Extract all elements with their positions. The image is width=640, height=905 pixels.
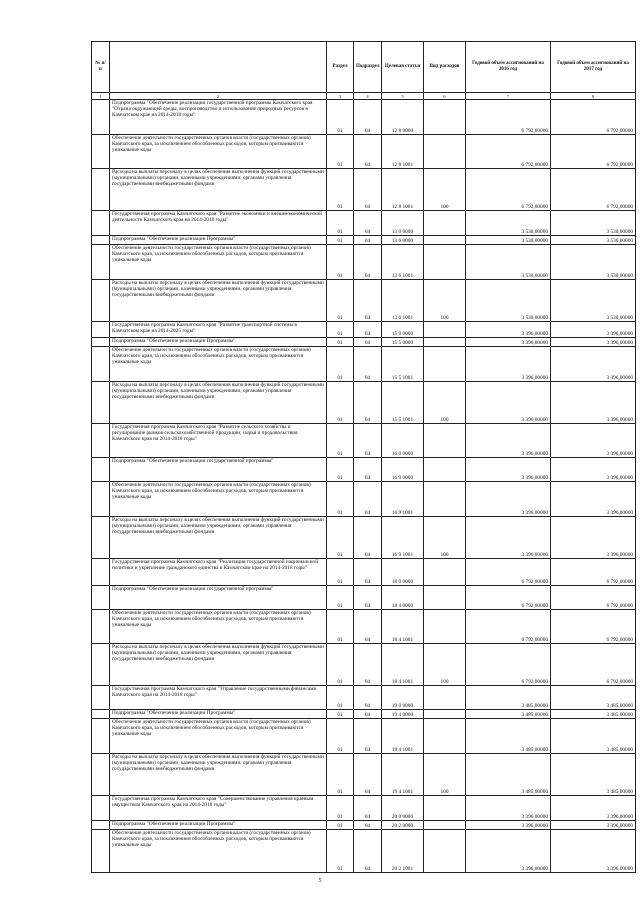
cell-y2016: 3 485,00000 — [466, 719, 551, 754]
cell-y2017: 3 396,00000 — [551, 796, 636, 821]
cell-podrazdel: 04 — [354, 382, 382, 424]
cell-vr — [424, 135, 466, 169]
cell-y2017: 6 792,00000 — [551, 135, 636, 169]
cell-num — [92, 482, 110, 517]
cell-razdel: 01 — [327, 482, 354, 517]
cell-cs: 19 4 1001 — [382, 719, 424, 754]
table-row — [92, 821, 636, 830]
cell-cs: 16 9 1001 — [382, 482, 424, 517]
cell-num — [92, 796, 110, 821]
cell-razdel: 01 — [327, 517, 354, 559]
cell-razdel: 01 — [327, 586, 354, 610]
cell-y2017: 3 396,00000 — [551, 424, 636, 458]
column-number: 3 — [327, 93, 354, 100]
cell-vr — [424, 482, 466, 517]
cell-vr — [424, 322, 466, 338]
table-row — [92, 424, 636, 458]
cell-name: Обеспечение деятельности государственных органов власти (государственных органов) Камчатского края, за исключением обособленных расходов, которым присваиваются уникальные коды — [110, 135, 327, 169]
cell-vr: 100 — [424, 644, 466, 686]
cell-cs: 16 0 0000 — [382, 424, 424, 458]
cell-num — [92, 830, 110, 873]
cell-vr — [424, 710, 466, 719]
header-razdel: Раздел — [327, 42, 354, 93]
cell-cs: 13 6 0000 — [382, 236, 424, 245]
cell-podrazdel: 04 — [354, 424, 382, 458]
cell-y2016: 3 530,00000 — [466, 236, 551, 245]
cell-num — [92, 382, 110, 424]
cell-vr — [424, 245, 466, 280]
cell-podrazdel: 04 — [354, 338, 382, 347]
header-num: № п/п — [92, 42, 110, 93]
cell-y2017: 3 396,00000 — [551, 347, 636, 382]
cell-name: Расходы на выплаты персоналу в целях обеспечения выполнения функций государственными (муниципальными) органами, казенными учреждениями, органами управления государственными внебюджетными фондами — [110, 382, 327, 424]
cell-razdel: 01 — [327, 424, 354, 458]
column-number: 1 — [92, 93, 110, 100]
cell-podrazdel: 04 — [354, 135, 382, 169]
cell-razdel: 01 — [327, 211, 354, 236]
cell-y2017: 6 792,00000 — [551, 559, 636, 586]
cell-podrazdel: 04 — [354, 610, 382, 644]
cell-name: Расходы на выплаты персоналу в целях обеспечения выполнения функций государственными (муниципальными) органами, казенными учреждениями, органами управления государственными внебюджетными фондами — [110, 169, 327, 211]
cell-num — [92, 338, 110, 347]
cell-num — [92, 458, 110, 482]
header-name — [110, 42, 327, 93]
table-row — [92, 245, 636, 280]
header-2016: Годовой объем ассигнований на 2016 год — [466, 42, 551, 93]
cell-y2017: 6 792,00000 — [551, 610, 636, 644]
cell-num — [92, 610, 110, 644]
cell-cs: 18 0 0000 — [382, 559, 424, 586]
cell-vr — [424, 347, 466, 382]
cell-podrazdel: 04 — [354, 754, 382, 796]
cell-num — [92, 586, 110, 610]
cell-name: Подпрограмма "Обеспечение реализации Программы" — [110, 236, 327, 245]
cell-cs: 20 2 0000 — [382, 821, 424, 830]
cell-name: Государственная программа Камчатского края "Развитие транспортной системы в Камчатском крае на 2014-2025 годы" — [110, 322, 327, 338]
cell-y2016: 3 530,00000 — [466, 211, 551, 236]
cell-name: Расходы на выплаты персоналу в целях обеспечения выполнения функций государственными (муниципальными) органами, казенными учреждениями, органами управления государственными внебюджетными фондами — [110, 644, 327, 686]
cell-razdel: 01 — [327, 135, 354, 169]
table-row — [92, 586, 636, 610]
cell-y2017: 3 396,00000 — [551, 517, 636, 559]
cell-num — [92, 135, 110, 169]
cell-name: Государственная программа Камчатского края "Развитие сельского хозяйства и регулирование рынков сельскохозяйственной продукции, сырья и продовольствия Камчатского края на 2014-2018 годы" — [110, 424, 327, 458]
cell-num — [92, 211, 110, 236]
cell-name: Обеспечение деятельности государственных органов власти (государственных органов) Камчатского края, за исключением обособленных расходов, которым присваиваются уникальные коды — [110, 830, 327, 873]
cell-razdel: 01 — [327, 280, 354, 322]
cell-vr — [424, 211, 466, 236]
cell-num — [92, 245, 110, 280]
cell-y2017: 6 792,00000 — [551, 169, 636, 211]
column-number: 5 — [382, 93, 424, 100]
column-number: 7 — [466, 93, 551, 100]
cell-num — [92, 754, 110, 796]
cell-vr — [424, 586, 466, 610]
cell-podrazdel: 04 — [354, 236, 382, 245]
cell-y2017: 3 396,00000 — [551, 458, 636, 482]
cell-y2017: 3 530,00000 — [551, 245, 636, 280]
cell-y2017: 3 396,00000 — [551, 338, 636, 347]
cell-cs: 12 8 1001 — [382, 135, 424, 169]
cell-name: Обеспечение деятельности государственных органов власти (государственных органов) Камчатского края, за исключением обособленных расходов, которым присваиваются уникальные коды — [110, 245, 327, 280]
cell-y2016: 6 792,00000 — [466, 135, 551, 169]
cell-name: Подпрограмма "Обеспечение реализации государственной программы Камчатского края "Охрана окружающей среды, воспроизводство и использование природных ресурсов в Камчатском крае на 2014-2018 годы" — [110, 100, 327, 135]
table-row — [92, 830, 636, 873]
cell-num — [92, 719, 110, 754]
cell-num — [92, 280, 110, 322]
cell-razdel: 01 — [327, 236, 354, 245]
cell-name: Государственная программа Камчатского края "Совершенствование управления краевым имуществом Камчатского края на 2014-2018 годы" — [110, 796, 327, 821]
cell-podrazdel: 04 — [354, 710, 382, 719]
cell-razdel: 01 — [327, 169, 354, 211]
table-row — [92, 458, 636, 482]
cell-cs: 20 2 1001 — [382, 830, 424, 873]
cell-num — [92, 644, 110, 686]
cell-y2016: 3 485,00000 — [466, 686, 551, 710]
cell-podrazdel: 04 — [354, 796, 382, 821]
table-row — [92, 322, 636, 338]
cell-y2016: 6 792,00000 — [466, 100, 551, 135]
cell-name: Государственная программа Камчатского края "Реализация государственной национальной политики и укрепление гражданского единства в Камчатском крае на 2014-2018 годы" — [110, 559, 327, 586]
cell-y2016: 3 396,00000 — [466, 458, 551, 482]
cell-cs: 19 0 0000 — [382, 686, 424, 710]
table-header-row — [92, 42, 636, 93]
header-podrazdel: Подраздел — [354, 42, 382, 93]
cell-y2017: 6 792,00000 — [551, 100, 636, 135]
table-row — [92, 211, 636, 236]
cell-podrazdel: 04 — [354, 517, 382, 559]
table-row — [92, 754, 636, 796]
cell-num — [92, 559, 110, 586]
cell-cs: 15 0 0000 — [382, 322, 424, 338]
cell-vr — [424, 610, 466, 644]
table-row — [92, 482, 636, 517]
table-row — [92, 686, 636, 710]
cell-cs: 18 4 0000 — [382, 586, 424, 610]
cell-razdel: 01 — [327, 796, 354, 821]
cell-y2017: 3 485,00000 — [551, 719, 636, 754]
cell-y2016: 3 396,00000 — [466, 517, 551, 559]
cell-name: Расходы на выплаты персоналу в целях обеспечения выполнения функций государственными (муниципальными) органами, казенными учреждениями, органами управления государственными внебюджетными фондами — [110, 280, 327, 322]
table-row — [92, 338, 636, 347]
cell-razdel: 01 — [327, 338, 354, 347]
cell-y2016: 3 530,00000 — [466, 280, 551, 322]
table-row — [92, 796, 636, 821]
cell-vr — [424, 821, 466, 830]
cell-name: Обеспечение деятельности государственных органов власти (государственных органов) Камчатского края, за исключением обособленных расходов, которым присваиваются уникальные коды — [110, 610, 327, 644]
cell-name: Подпрограмма "Обеспечение реализации государственной программы" — [110, 458, 327, 482]
cell-podrazdel: 04 — [354, 211, 382, 236]
table-row — [92, 280, 636, 322]
cell-cs: 19 4 1001 — [382, 754, 424, 796]
cell-y2017: 3 396,00000 — [551, 382, 636, 424]
cell-y2017: 3 485,00000 — [551, 686, 636, 710]
cell-razdel: 01 — [327, 719, 354, 754]
cell-razdel: 01 — [327, 830, 354, 873]
cell-podrazdel: 04 — [354, 322, 382, 338]
cell-razdel: 01 — [327, 754, 354, 796]
cell-razdel: 01 — [327, 610, 354, 644]
cell-y2016: 3 396,00000 — [466, 322, 551, 338]
table-row — [92, 559, 636, 586]
cell-name: Обеспечение деятельности государственных органов власти (государственных органов) Камчатского края, за исключением обособленных расходов, которым присваиваются уникальные коды — [110, 719, 327, 754]
cell-razdel: 01 — [327, 382, 354, 424]
cell-razdel: 01 — [327, 821, 354, 830]
cell-y2017: 3 530,00000 — [551, 236, 636, 245]
cell-podrazdel: 04 — [354, 169, 382, 211]
cell-y2016: 6 792,00000 — [466, 610, 551, 644]
column-number: 4 — [354, 93, 382, 100]
cell-y2016: 3 396,00000 — [466, 382, 551, 424]
cell-cs: 15 5 1001 — [382, 382, 424, 424]
table-row — [92, 517, 636, 559]
header-target-article: Целевая статья — [382, 42, 424, 93]
cell-name: Расходы на выплаты персоналу в целях обеспечения выполнения функций государственными (муниципальными) органами, казенными учреждениями, органами управления государственными внебюджетными фондами — [110, 517, 327, 559]
cell-podrazdel: 04 — [354, 100, 382, 135]
table-body — [92, 100, 636, 873]
cell-vr — [424, 830, 466, 873]
cell-podrazdel: 04 — [354, 644, 382, 686]
cell-num — [92, 347, 110, 382]
cell-vr: 100 — [424, 517, 466, 559]
cell-num — [92, 169, 110, 211]
cell-y2016: 3 485,00000 — [466, 754, 551, 796]
cell-y2017: 3 485,00000 — [551, 754, 636, 796]
cell-name: Подпрограмма "Обеспечение реализации Программы" — [110, 338, 327, 347]
cell-y2017: 3 396,00000 — [551, 322, 636, 338]
cell-vr — [424, 338, 466, 347]
page-number: 5 — [318, 878, 322, 884]
cell-num — [92, 236, 110, 245]
cell-y2016: 3 396,00000 — [466, 830, 551, 873]
cell-razdel: 01 — [327, 245, 354, 280]
cell-cs: 12 8 0000 — [382, 100, 424, 135]
cell-vr: 100 — [424, 754, 466, 796]
cell-podrazdel: 04 — [354, 586, 382, 610]
cell-razdel: 01 — [327, 559, 354, 586]
cell-razdel: 01 — [327, 347, 354, 382]
cell-y2016: 3 485,00000 — [466, 710, 551, 719]
cell-num — [92, 710, 110, 719]
column-number-row — [92, 93, 636, 100]
cell-podrazdel: 04 — [354, 458, 382, 482]
cell-num — [92, 517, 110, 559]
cell-vr — [424, 796, 466, 821]
cell-razdel: 01 — [327, 458, 354, 482]
cell-vr — [424, 236, 466, 245]
table-row — [92, 347, 636, 382]
cell-vr — [424, 100, 466, 135]
cell-podrazdel: 04 — [354, 830, 382, 873]
cell-name: Государственная программа Камчатского края "Управление государственными финансами Камчатского края на 2014-2018 годы" — [110, 686, 327, 710]
cell-y2017: 6 792,00000 — [551, 586, 636, 610]
header-2017: Годовой объем ассигнований на 2017 год — [551, 42, 636, 93]
table-row — [92, 719, 636, 754]
cell-vr: 100 — [424, 382, 466, 424]
cell-y2016: 6 792,00000 — [466, 586, 551, 610]
cell-cs: 15 5 1001 — [382, 347, 424, 382]
cell-podrazdel: 04 — [354, 482, 382, 517]
cell-cs: 13 0 0000 — [382, 211, 424, 236]
cell-podrazdel: 04 — [354, 686, 382, 710]
cell-y2017: 3 396,00000 — [551, 482, 636, 517]
column-number: 6 — [424, 93, 466, 100]
cell-razdel: 01 — [327, 686, 354, 710]
cell-cs: 18 4 1001 — [382, 644, 424, 686]
cell-cs: 13 6 1001 — [382, 280, 424, 322]
column-number: 8 — [551, 93, 636, 100]
cell-num — [92, 821, 110, 830]
cell-name: Подпрограмма "Обеспечение реализации Программы" — [110, 821, 327, 830]
cell-vr — [424, 458, 466, 482]
cell-cs: 20 0 0000 — [382, 796, 424, 821]
cell-y2016: 3 530,00000 — [466, 245, 551, 280]
cell-cs: 19 4 0000 — [382, 710, 424, 719]
table-row — [92, 644, 636, 686]
cell-vr — [424, 559, 466, 586]
cell-razdel: 01 — [327, 322, 354, 338]
cell-y2016: 6 792,00000 — [466, 559, 551, 586]
cell-num — [92, 424, 110, 458]
cell-razdel: 01 — [327, 100, 354, 135]
cell-name: Расходы на выплаты персоналу в целях обеспечения выполнения функций государственными (муниципальными) органами, казенными учреждениями, органами управления государственными внебюджетными фондами — [110, 754, 327, 796]
cell-podrazdel: 04 — [354, 280, 382, 322]
cell-name: Обеспечение деятельности государственных органов власти (государственных органов) Камчатского края, за исключением обособленных расходов, которым присваиваются уникальные коды — [110, 482, 327, 517]
cell-cs: 16 9 1001 — [382, 517, 424, 559]
cell-y2017: 3 530,00000 — [551, 280, 636, 322]
cell-vr: 100 — [424, 169, 466, 211]
cell-podrazdel: 04 — [354, 719, 382, 754]
cell-razdel: 01 — [327, 710, 354, 719]
cell-vr — [424, 719, 466, 754]
table-row — [92, 236, 636, 245]
cell-podrazdel: 04 — [354, 559, 382, 586]
table-row — [92, 169, 636, 211]
cell-num — [92, 100, 110, 135]
cell-y2017: 3 485,00000 — [551, 710, 636, 719]
cell-cs: 18 4 1001 — [382, 610, 424, 644]
cell-y2016: 3 396,00000 — [466, 347, 551, 382]
cell-podrazdel: 04 — [354, 245, 382, 280]
cell-cs: 15 5 0000 — [382, 338, 424, 347]
table-row — [92, 135, 636, 169]
cell-num — [92, 322, 110, 338]
cell-y2016: 3 396,00000 — [466, 482, 551, 517]
cell-razdel: 01 — [327, 644, 354, 686]
cell-y2016: 6 792,00000 — [466, 169, 551, 211]
cell-cs: 12 8 1001 — [382, 169, 424, 211]
cell-vr — [424, 686, 466, 710]
cell-vr: 100 — [424, 280, 466, 322]
budget-table — [91, 41, 636, 873]
cell-y2017: 3 530,00000 — [551, 211, 636, 236]
cell-name: Подпрограмма "Обеспечение реализации государственной программы" — [110, 586, 327, 610]
cell-y2016: 3 396,00000 — [466, 821, 551, 830]
table-row — [92, 100, 636, 135]
cell-y2016: 3 396,00000 — [466, 424, 551, 458]
table-row — [92, 610, 636, 644]
cell-y2017: 3 396,00000 — [551, 830, 636, 873]
table-row — [92, 710, 636, 719]
cell-name: Обеспечение деятельности государственных органов власти (государственных органов) Камчатского края, за исключением обособленных расходов, которым присваиваются уникальные коды — [110, 347, 327, 382]
cell-podrazdel: 04 — [354, 821, 382, 830]
cell-y2016: 6 792,00000 — [466, 644, 551, 686]
cell-y2017: 3 396,00000 — [551, 821, 636, 830]
cell-y2016: 3 396,00000 — [466, 796, 551, 821]
table-row — [92, 382, 636, 424]
cell-name: Подпрограмма "Обеспечение реализации Программы" — [110, 710, 327, 719]
cell-num — [92, 686, 110, 710]
cell-cs: 16 9 0000 — [382, 458, 424, 482]
cell-podrazdel: 04 — [354, 347, 382, 382]
cell-vr — [424, 424, 466, 458]
cell-cs: 13 6 1001 — [382, 245, 424, 280]
cell-name: Государственная программа Камчатского края "Развитие экономики и внешнеэкономической деятельности Камчатского края на 2014-2018 годы" — [110, 211, 327, 236]
column-number: 2 — [110, 93, 327, 100]
cell-y2017: 6 792,00000 — [551, 644, 636, 686]
header-expense-type: Вид расходов — [424, 42, 466, 93]
cell-y2016: 3 396,00000 — [466, 338, 551, 347]
